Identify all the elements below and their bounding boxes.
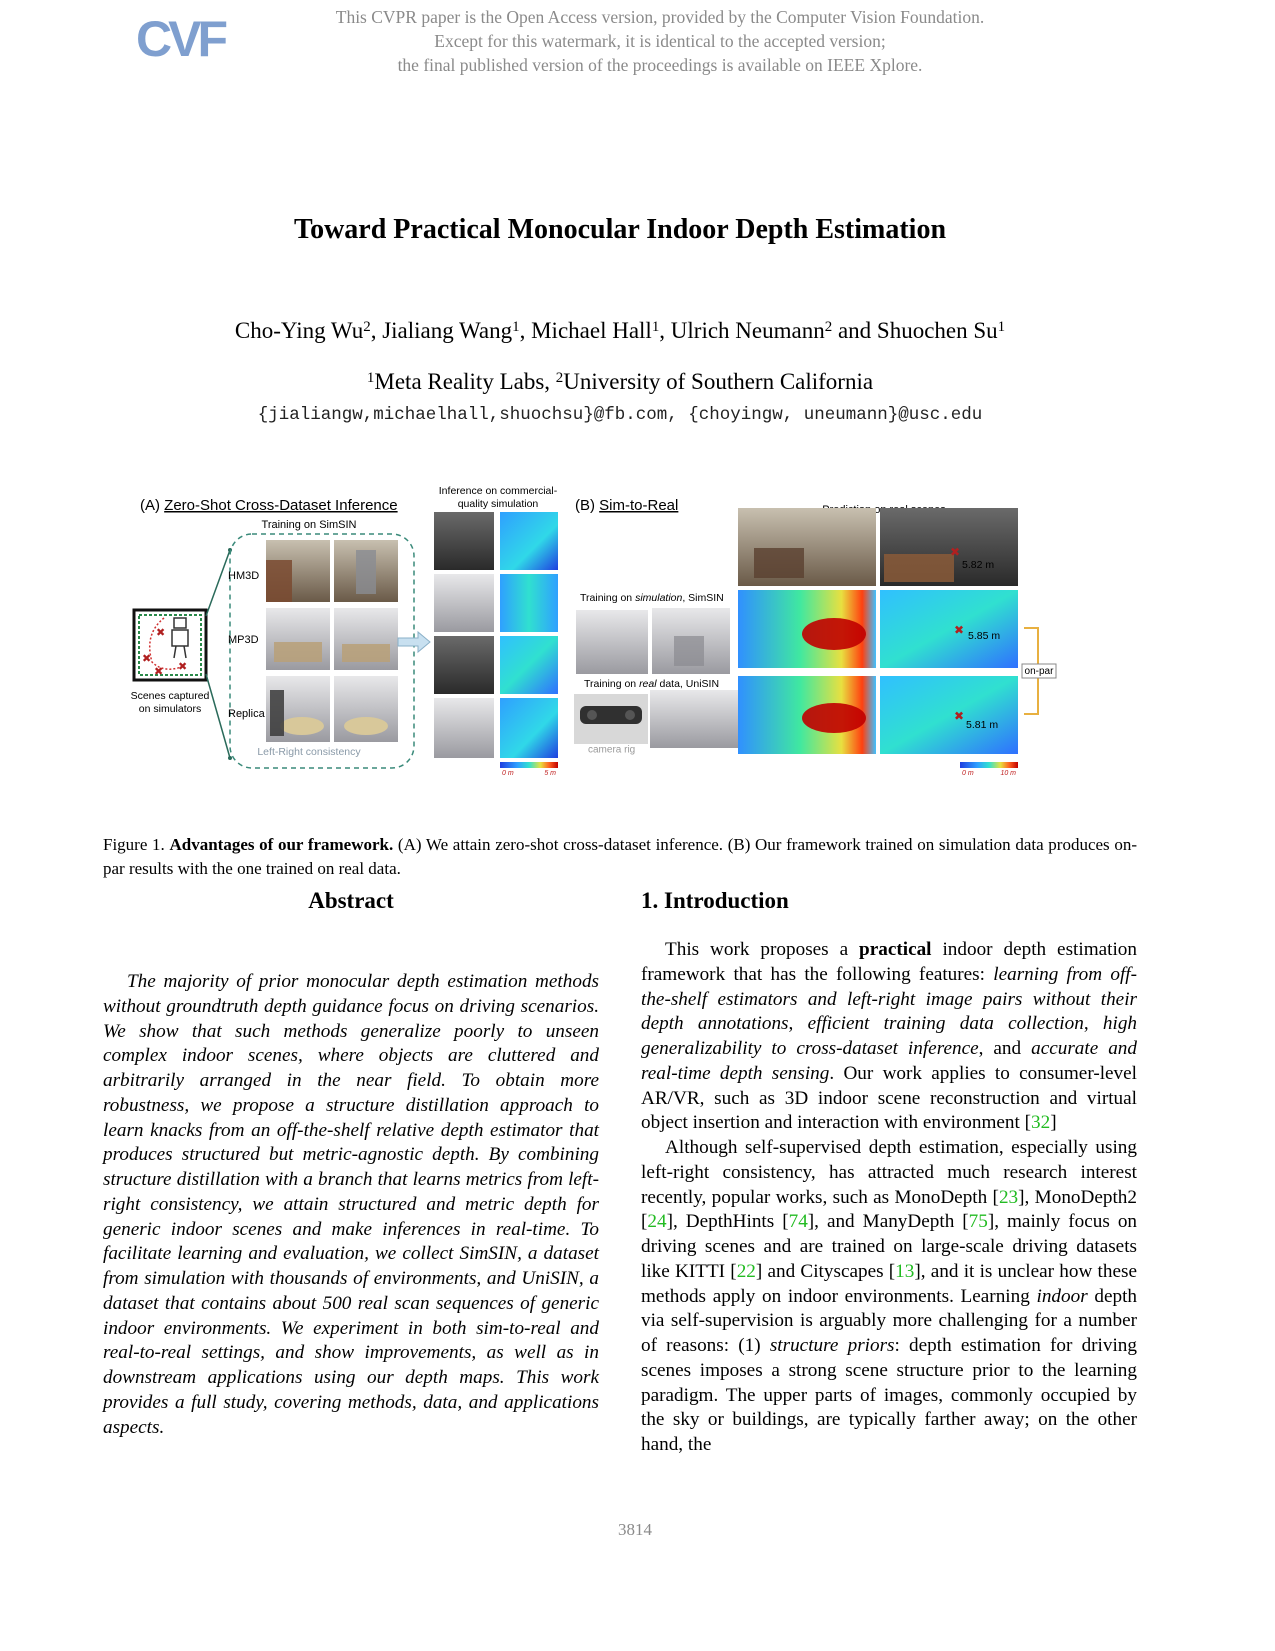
- scene-marker-icon: ✖: [142, 653, 152, 665]
- author-affiliation-mark: 2: [824, 318, 833, 335]
- text-run: indoor depth estimation framework that has the following features:: [641, 939, 1137, 985]
- author-separator: and: [832, 318, 877, 343]
- text-run: ], mainly focus on driving scenes and are trained on large-scale driving datasets like KITTI [: [641, 1211, 1138, 1282]
- colorbar-a-max: 5 m: [544, 770, 556, 777]
- colorbar-b: [960, 762, 1018, 768]
- introduction-heading: 1. Introduction: [641, 888, 789, 913]
- text-run: ], MonoDepth2 [: [641, 1186, 1137, 1233]
- training-real-label: [584, 678, 719, 690]
- author-affiliation-mark: 1: [512, 318, 520, 335]
- watermark-line-2: Except for this watermark, it is identical to the accepted version;: [434, 31, 886, 51]
- colorbar-a: [500, 762, 558, 768]
- text-run-italic: learning from off-the-shelf estimators and left-right image pairs without their depth annotations: [641, 963, 1138, 1035]
- text-run: , and: [978, 1038, 1032, 1059]
- text-run: ], DepthHints [: [666, 1211, 789, 1233]
- caption-bold: Advantages of our framework.: [169, 835, 394, 854]
- camera-rig-label: camera rig: [588, 744, 636, 756]
- citation-link[interactable]: 75: [968, 1211, 988, 1233]
- author-affiliation-mark: 1: [651, 318, 660, 335]
- text-run: : depth estimation for driving scenes imposes a strong scene structure prior to the learning paradigm. The upper parts of images, commonly occupied by the sky or buildings, are typically farther away; on the other hand, the: [641, 1335, 1137, 1455]
- cvf-logo: [136, 10, 232, 72]
- inference-depth-map: [500, 574, 558, 632]
- text-run: ] and Cityscapes [: [755, 1260, 896, 1282]
- measurement-marker-icon: ✖: [950, 545, 961, 559]
- author-name: Shuochen Su: [876, 318, 998, 343]
- text-run: ,: [1083, 1013, 1103, 1035]
- text-run: depth via self-supervision is arguably more challenging for a number of reasons: (1): [641, 1285, 1137, 1356]
- scene-marker-icon: ✖: [156, 627, 166, 639]
- text-run-italic: efficient training data collection: [807, 1013, 1084, 1035]
- author-list: [0, 318, 1240, 344]
- depth-prediction-sim: [880, 590, 1018, 668]
- label-part: real: [639, 678, 657, 691]
- open-access-watermark: [260, 5, 1060, 77]
- page-number: 3814: [618, 1520, 652, 1539]
- label-part: , SimSIN: [682, 592, 724, 605]
- text-run: . Our work applies to consumer-level AR/VR, such as 3D indoor scene reconstruction and virtual object insertion and interaction with environment [: [641, 1062, 1138, 1134]
- scenes-captured-label: on simulators: [138, 703, 202, 716]
- watermark-line-1: This CVPR paper is the Open Access version, provided by the Computer Vision Foundation.: [335, 7, 985, 27]
- watermark-line-3: the final published version of the proceedings is available on IEEE Xplore.: [397, 55, 923, 75]
- author-separator: ,: [519, 318, 532, 343]
- inference-depth-map: [500, 698, 558, 758]
- text-run: ], and it is unclear how these methods apply on indoor environments. Learning: [641, 1260, 1137, 1307]
- panel-a-label: (A): [140, 497, 165, 515]
- simsin-sample-image: [576, 610, 648, 674]
- depth-prediction-real: [880, 676, 1018, 754]
- affiliation-name: University of Southern California: [563, 369, 874, 394]
- citation-link[interactable]: 24: [647, 1211, 667, 1233]
- right-column: [641, 886, 1137, 1458]
- measurement-sim: 5.85 m: [968, 630, 1001, 642]
- colorbar-b-max: 10 m: [1000, 770, 1016, 777]
- paper-title: Toward Practical Monocular Indoor Depth Estimation: [293, 214, 947, 245]
- inference-rgb-image: [434, 512, 494, 570]
- panel-b-heading: [575, 497, 678, 514]
- panel-a-heading: [140, 497, 398, 514]
- inference-rgb-image: [434, 636, 494, 694]
- affiliation-number: 2: [555, 369, 564, 386]
- text-run-italic: indoor: [1036, 1285, 1088, 1307]
- author-name: Ulrich Neumann: [670, 318, 825, 343]
- author-name: Jialiang Wang: [382, 318, 513, 343]
- figure-caption: [103, 833, 1137, 881]
- left-right-consistency-label: Left-Right consistency: [257, 746, 361, 759]
- inference-depth-map: [500, 512, 558, 570]
- dataset-label-mp3d: MP3D: [228, 634, 259, 647]
- connector-line: [206, 674, 230, 758]
- figure-1: [130, 485, 1112, 822]
- abstract-heading: Abstract: [308, 888, 394, 913]
- caption-label: Figure 1.: [103, 835, 170, 854]
- scenes-captured-label: Scenes captured: [130, 690, 210, 703]
- measurement-real: 5.81 m: [966, 719, 999, 731]
- intro-paragraph-2: [641, 1136, 1137, 1458]
- inference-rgb-image: [434, 574, 494, 632]
- inference-label: Inference on commercial-: [438, 485, 558, 498]
- text-run: ,: [788, 1013, 808, 1035]
- text-run: This work proposes a: [665, 939, 860, 960]
- colorbar-a-min: 0 m: [502, 770, 514, 777]
- citation-link[interactable]: 23: [998, 1186, 1019, 1208]
- panel-b-label: (B): [575, 497, 600, 515]
- text-run-bold: practical: [859, 939, 932, 960]
- author-emails: {jialiangw,michaelhall,shuochsu}@fb.com, {choyingw, uneumann}@usc.edu: [257, 405, 983, 425]
- author-separator: ,: [370, 318, 383, 343]
- scene-marker-icon: ✖: [154, 666, 164, 678]
- dataset-label-replica: Replica: [228, 708, 265, 721]
- text-run: ], and ManyDepth [: [807, 1211, 969, 1233]
- inference-depth-map: [500, 636, 558, 694]
- affiliations: $^1$Meta Reality Labs, $^2$University of Southern California: [366, 369, 874, 394]
- affiliation-name: Meta Reality Labs: [374, 369, 545, 394]
- panel-b-title: Sim-to-Real: [599, 497, 679, 515]
- panel-a-title: Zero-Shot Cross-Dataset Inference: [164, 497, 398, 515]
- label-part: Training on: [580, 592, 636, 605]
- label-part: simulation: [635, 592, 683, 605]
- intro-paragraph-1: [641, 938, 1137, 1136]
- text-run-italic: structure priors: [769, 1335, 895, 1356]
- affiliation-number: 1: [366, 369, 375, 386]
- dataset-label-hm3d: HM3D: [228, 570, 260, 583]
- colorbar-b-min: 0 m: [962, 770, 974, 777]
- measurement-top: 5.82 m: [962, 559, 995, 571]
- cvf-logo-text: CVF: [136, 11, 224, 67]
- author-name: Cho-Ying Wu: [234, 318, 364, 343]
- connector-dot: [228, 756, 232, 760]
- inference-rgb-image: [434, 698, 494, 758]
- label-part: Training on: [584, 678, 640, 691]
- text-run: ]: [1050, 1112, 1057, 1134]
- citation-link[interactable]: 32: [1031, 1112, 1051, 1134]
- text-run: Although self-supervised depth estimation, especially using left-right consistency, has attracted much research interest recently, popular works, such as MonoDepth [: [641, 1137, 1137, 1208]
- author-name: Michael Hall: [531, 318, 652, 343]
- text-run-italic: accurate and real-time depth sensing: [641, 1038, 1137, 1084]
- citation-link[interactable]: 74: [788, 1211, 808, 1233]
- inference-label: quality simulation: [457, 498, 539, 511]
- connector-line: [206, 550, 230, 616]
- caption-text: (A) We attain zero-shot cross-dataset inference. (B) Our framework trained on simulation data produces on-par results with the one trained on real data.: [103, 835, 1137, 878]
- text-run-italic: high generalizability to cross-dataset inference: [641, 1013, 1138, 1059]
- author-separator: ,: [659, 318, 671, 343]
- measurement-marker-icon: ✖: [954, 623, 965, 637]
- citation-link[interactable]: 13: [895, 1260, 915, 1282]
- training-simulation-label: [580, 592, 724, 604]
- author-affiliation-mark: 1: [997, 318, 1006, 335]
- label-part: data, UniSIN: [656, 678, 720, 691]
- unisin-sample-image: [650, 690, 738, 748]
- measurement-marker-icon: ✖: [954, 709, 965, 723]
- training-simsin-label: Training on SimSIN: [261, 519, 357, 532]
- abstract-body: The majority of prior monocular depth estimation methods without groundtruth depth guidance focus on driving scenarios. We show that such methods generalize poorly to unseen complex indoor scenes, where objects are cluttered and arbitrarily arranged in the near field. To obtain more robustness, we propose a structure distillation approach to learn knacks from an off-the-shelf relative depth estimator that produces structured but metric-agnostic depth. By combining structure distillation with a branch that learns metrics from left-right consistency, we attain structured and metric depth for generic indoor scenes and make inferences in real-time. To facilitate learning and evaluation, we collect SimSIN, a dataset from simulation with thousands of environments, and UniSIN, a dataset that contains about 500 real scan sequences of generic indoor environments. We experiment in both sim-to-real and real-to-real settings, and show improvements, as well as in downstream applications using our depth maps. This work provides a full study, covering methods, data, and applications aspects.: [103, 971, 599, 1438]
- on-par-label: on-par: [1024, 666, 1054, 677]
- scene-marker-icon: ✖: [178, 661, 188, 673]
- author-affiliation-mark: 2: [363, 318, 371, 335]
- citation-link[interactable]: 22: [736, 1260, 756, 1282]
- left-column: [103, 886, 599, 1459]
